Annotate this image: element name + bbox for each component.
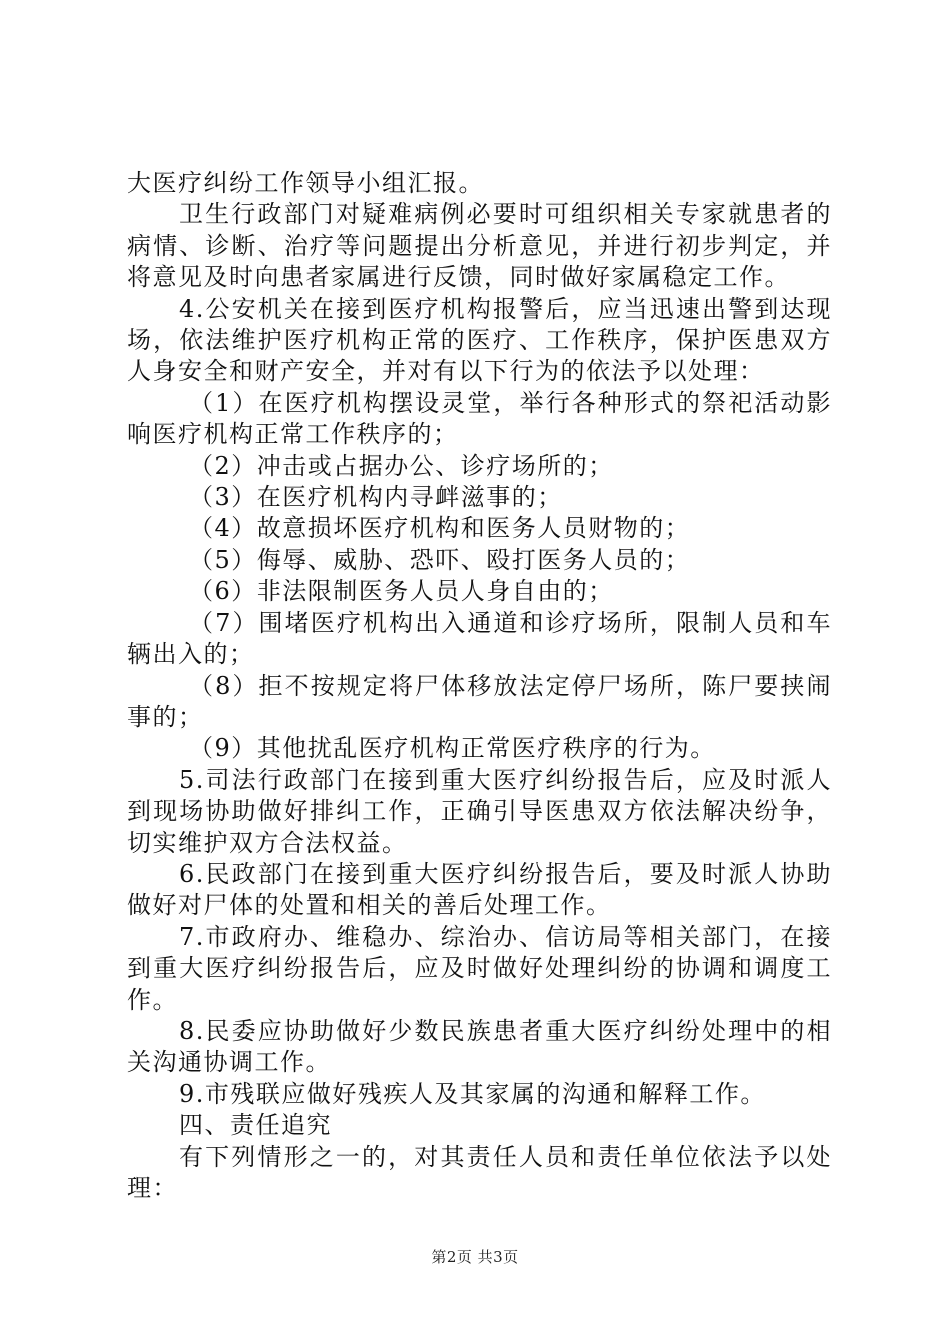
paragraph: 卫生行政部门对疑难病例必要时可组织相关专家就患者的病情、诊断、治疗等问题提出分析意见，并进行初步判定，并将意见及时向患者家属进行反馈，同时做好家属稳定工作。 [127, 200, 832, 292]
document-body [127, 168, 832, 1204]
paragraph: 9.市残联应做好残疾人及其家属的沟通和解释工作。 [179, 1079, 766, 1108]
list-item: （1）在医疗机构摆设灵堂，举行各种形式的祭祀活动影响医疗机构正常工作秩序的； [127, 388, 832, 449]
paragraph: 大医疗纠纷工作领导小组汇报。 [127, 169, 484, 197]
paragraph: 5.司法行政部门在接到重大医疗纠纷报告后，应及时派人到现场协助做好排纠工作，正确引导医患双方依法解决纷争，切实维护双方合法权益。 [127, 765, 832, 857]
list-item: （9）其他扰乱医疗机构正常医疗秩序的行为。 [189, 734, 716, 763]
list-item: （3）在医疗机构内寻衅滋事的； [189, 483, 563, 512]
page-footer [0, 1246, 950, 1267]
paragraph: 有下列情形之一的，对其责任人员和责任单位依法予以处理： [127, 1142, 832, 1202]
section-heading: 四、责任追究 [179, 1111, 332, 1140]
list-item: （6）非法限制医务人员人身自由的； [189, 577, 614, 606]
list-item: （2）冲击或占据办公、诊疗场所的； [189, 451, 614, 480]
paragraph: 8.民委应协助做好少数民族患者重大医疗纠纷处理中的相关沟通协调工作。 [127, 1016, 832, 1077]
paragraph: 7.市政府办、维稳办、综治办、信访局等相关部门，在接到重大医疗纠纷报告后，应及时做好处理纠纷的协调和调度工作。 [127, 922, 832, 1014]
list-item: （8）拒不按规定将尸体移放法定停尸场所，陈尸要挟闹事的； [127, 671, 832, 731]
paragraph: 4.公安机关在接到医疗机构报警后，应当迅速出警到达现场，依法维护医疗机构正常的医疗、工作秩序，保护医患双方人身安全和财产安全，并对有以下行为的依法予以处理： [127, 294, 832, 386]
paragraph: 6.民政部门在接到重大医疗纠纷报告后，要及时派人协助做好对尸体的处置和相关的善后处理工作。 [127, 859, 832, 920]
list-item: （5）侮辱、威胁、恐吓、殴打医务人员的； [189, 545, 691, 574]
list-item: （4）故意损坏医疗机构和医务人员财物的； [189, 514, 691, 543]
page-number-label: 第2页 共3页 [431, 1248, 519, 1266]
list-item: （7）围堵医疗机构出入通道和诊疗场所，限制人员和车辆出入的； [127, 608, 832, 669]
